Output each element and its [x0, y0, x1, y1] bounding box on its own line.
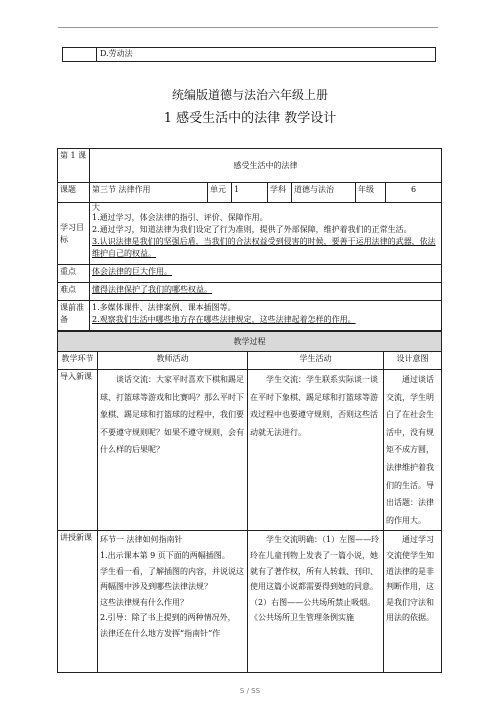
table-row: [58, 283, 442, 301]
unit-label: 单元: [208, 183, 232, 203]
goal-item: 3.认识法律是我们的坚强后盾，当我们的合法权益受到侵害的时候，要善于运用法律的武器，依法维护自己的权益。: [92, 237, 436, 258]
table-row: [58, 265, 442, 283]
lesson-title: 感受生活中的法律: [90, 149, 442, 183]
prep-item: 2.观察我们生活中哪些地方存在哪些法律规定，这些法律起着怎样的作用。: [92, 314, 356, 324]
column-header: 教学环节: [58, 352, 98, 370]
document-subtitle: 1 感受生活中的法律 教学设计: [163, 111, 337, 126]
column-header: 教师活动: [98, 352, 248, 370]
topic-label: 课题: [58, 183, 90, 203]
topic-value: 第三节 法律作用: [90, 183, 208, 203]
teaching-process-table: [57, 331, 442, 673]
goals-list: [90, 203, 442, 265]
lesson-info-table: [57, 148, 442, 331]
table-row: [58, 370, 442, 531]
grade-value: 6: [386, 183, 442, 203]
prep-label: 课前准备: [58, 301, 90, 331]
stage-cell: 讲授新课: [58, 531, 98, 673]
subject-label: 学科: [268, 183, 292, 203]
grade-label: 年级: [356, 183, 386, 203]
student-activity: 学生交流：学生联系实际谈一谈在平时下象棋、踢足球和打篮球等游戏过程中也要遵守规则，否则这些活动就无法进行。: [248, 370, 384, 531]
table-row: [58, 203, 442, 265]
previous-page-table-fragment: [62, 47, 436, 62]
teacher-line: 1.出示课本第 9 页下面的两幅插图。: [100, 550, 230, 560]
difficult-value: 懂得法律保护了我们的哪些权益。: [90, 283, 442, 301]
table-row: [58, 301, 442, 331]
subject-value: 道德与法治: [292, 183, 356, 203]
goals-label: 学习目标: [58, 203, 90, 265]
document-title: 统编版道德与法治六年级上册: [171, 88, 328, 102]
page-number: S / SS: [239, 687, 261, 695]
student-activity: 学生交流明确：（1）左图——玲玲在儿童刊物上发表了一篇小说，她就有了著作权，所有人转载、刊印、使用这篇小说都需要得到她的同意。（2）右图——公共场所禁止吸烟。《公共场所卫生管理条例实施: [248, 531, 384, 673]
table-row: [58, 332, 442, 352]
goal-item: 2.通过学习，知道法律为我们设定了行为准则，提供了外部保障，维护着我们的正常生活。: [92, 225, 412, 234]
header-rule: [58, 27, 438, 28]
goals-overflow: 大: [92, 203, 100, 212]
prep-item: 1.多媒体课件、法律案例、课本插图等。: [92, 303, 236, 312]
table-row: [58, 352, 442, 370]
unit-value: 1: [232, 183, 268, 203]
teacher-line: 2.引导：除了书上提到的两种情况外，: [100, 613, 236, 623]
column-header: 设计意图: [384, 352, 442, 370]
prep-list: [90, 301, 442, 331]
answer-option: D.劳动法: [97, 48, 436, 62]
teacher-activity: [98, 531, 248, 673]
teacher-line: 环节一 法律如何指南针: [100, 535, 183, 545]
table-row: [58, 531, 442, 673]
process-title: 教学过程: [58, 332, 442, 352]
stage-cell: 导入新课: [58, 370, 98, 531]
teacher-line: 法律还在什么地方发挥“指南针”作: [100, 628, 221, 638]
goal-item: 1.通过学习，体会法律的指引、评价、保障作用。: [92, 213, 268, 222]
table-row: [63, 48, 436, 62]
key-value: 体会法律的巨大作用。: [90, 265, 442, 283]
teacher-line: 学生看一看，了解插图的内容，并说说这两幅图中涉及到哪些法律法规？: [100, 566, 244, 592]
design-intent: 通过谈话交流，学生明白了在社会生活中，没有规矩不成方圆，法律维护着我们的生活。导出话题：法律的作用大。: [384, 370, 442, 531]
table-row: [58, 149, 442, 183]
teacher-activity: 谈话交流：大家平时喜欢下棋和踢足球、打篮球等游戏和比赛吗？那么平时下象棋、踢足球和打篮球的过程中，我们要不要遵守规则呢？如果不遵守规则，会有什么样的后果呢？: [98, 370, 248, 531]
difficult-label: 难点: [58, 283, 90, 301]
table-row: [58, 183, 442, 203]
teacher-line: 这些法律规有什么作用？: [100, 597, 188, 607]
design-intent: 通过学习交流使学生知道法律的是非判断作用，这是我们守法和用法的依据。: [384, 531, 442, 673]
key-label: 重点: [58, 265, 90, 283]
column-header: 学生活动: [248, 352, 384, 370]
lesson-number: 第 1 课: [58, 149, 90, 183]
